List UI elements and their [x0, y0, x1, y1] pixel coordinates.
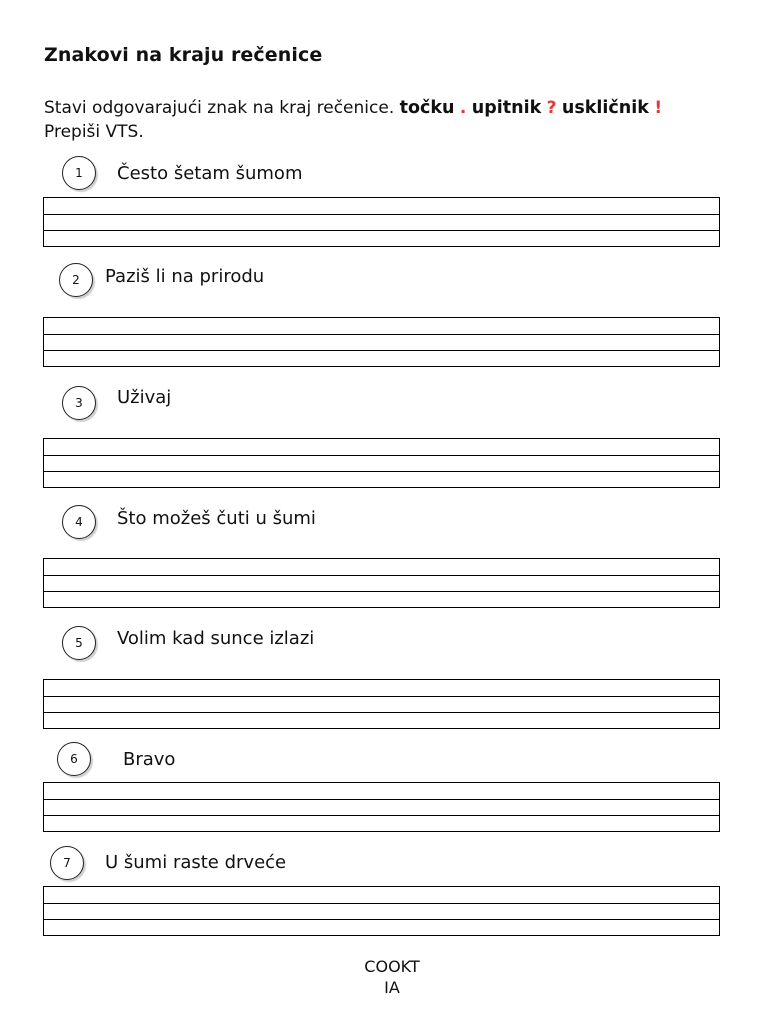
writing-lines-1[interactable] [43, 197, 720, 247]
footer-line-2: IA [384, 978, 400, 997]
item-sentence-5: Volim kad sunce izlazi [117, 628, 315, 649]
ruled-line [44, 591, 719, 592]
footer-line-1: COOKT [364, 957, 420, 976]
instructions [44, 96, 662, 144]
writing-lines-5[interactable] [43, 679, 720, 729]
instruction-text: Stavi odgovarajući znak na kraj rečenice. [44, 98, 395, 118]
ruled-line [44, 919, 719, 920]
keyword-tocku: točku [399, 98, 455, 118]
ruled-line [44, 903, 719, 904]
instruction-line-1 [44, 96, 662, 120]
ruled-line [44, 334, 719, 335]
item-number-2: 2 [59, 263, 93, 297]
ruled-line [44, 575, 719, 576]
item-number-5: 5 [62, 626, 96, 660]
item-sentence-3: Uživaj [117, 387, 172, 408]
ruled-line [44, 230, 719, 231]
keyword-usklicnik: uskličnik [561, 98, 649, 118]
item-sentence-4: Što možeš čuti u šumi [117, 508, 316, 529]
ruled-line [44, 214, 719, 215]
keyword-upitnik: upitnik [471, 98, 542, 118]
item-sentence-1: Često šetam šumom [117, 163, 303, 184]
item-sentence-2: Paziš li na prirodu [105, 266, 265, 287]
footer-text [340, 956, 444, 998]
writing-lines-6[interactable] [43, 782, 720, 832]
item-sentence-6: Bravo [123, 749, 176, 770]
writing-lines-2[interactable] [43, 317, 720, 367]
item-number-6: 6 [57, 742, 91, 776]
item-number-3: 3 [62, 386, 96, 420]
item-sentence-7: U šumi raste drveće [105, 852, 287, 873]
item-number-1: 1 [62, 156, 96, 190]
ruled-line [44, 712, 719, 713]
item-number-4: 4 [62, 505, 96, 539]
writing-lines-7[interactable] [43, 886, 720, 936]
ruled-line [44, 455, 719, 456]
writing-lines-3[interactable] [43, 438, 720, 488]
writing-lines-4[interactable] [43, 558, 720, 608]
item-number-7: 7 [50, 846, 84, 880]
ruled-line [44, 815, 719, 816]
symbol-question: ? [546, 98, 557, 118]
ruled-line [44, 350, 719, 351]
symbol-period: . [459, 98, 467, 118]
ruled-line [44, 696, 719, 697]
ruled-line [44, 471, 719, 472]
symbol-exclamation: ! [654, 98, 663, 118]
instruction-line-2: Prepiši VTS. [44, 122, 144, 142]
page-title: Znakovi na kraju rečenice [44, 44, 323, 66]
ruled-line [44, 799, 719, 800]
